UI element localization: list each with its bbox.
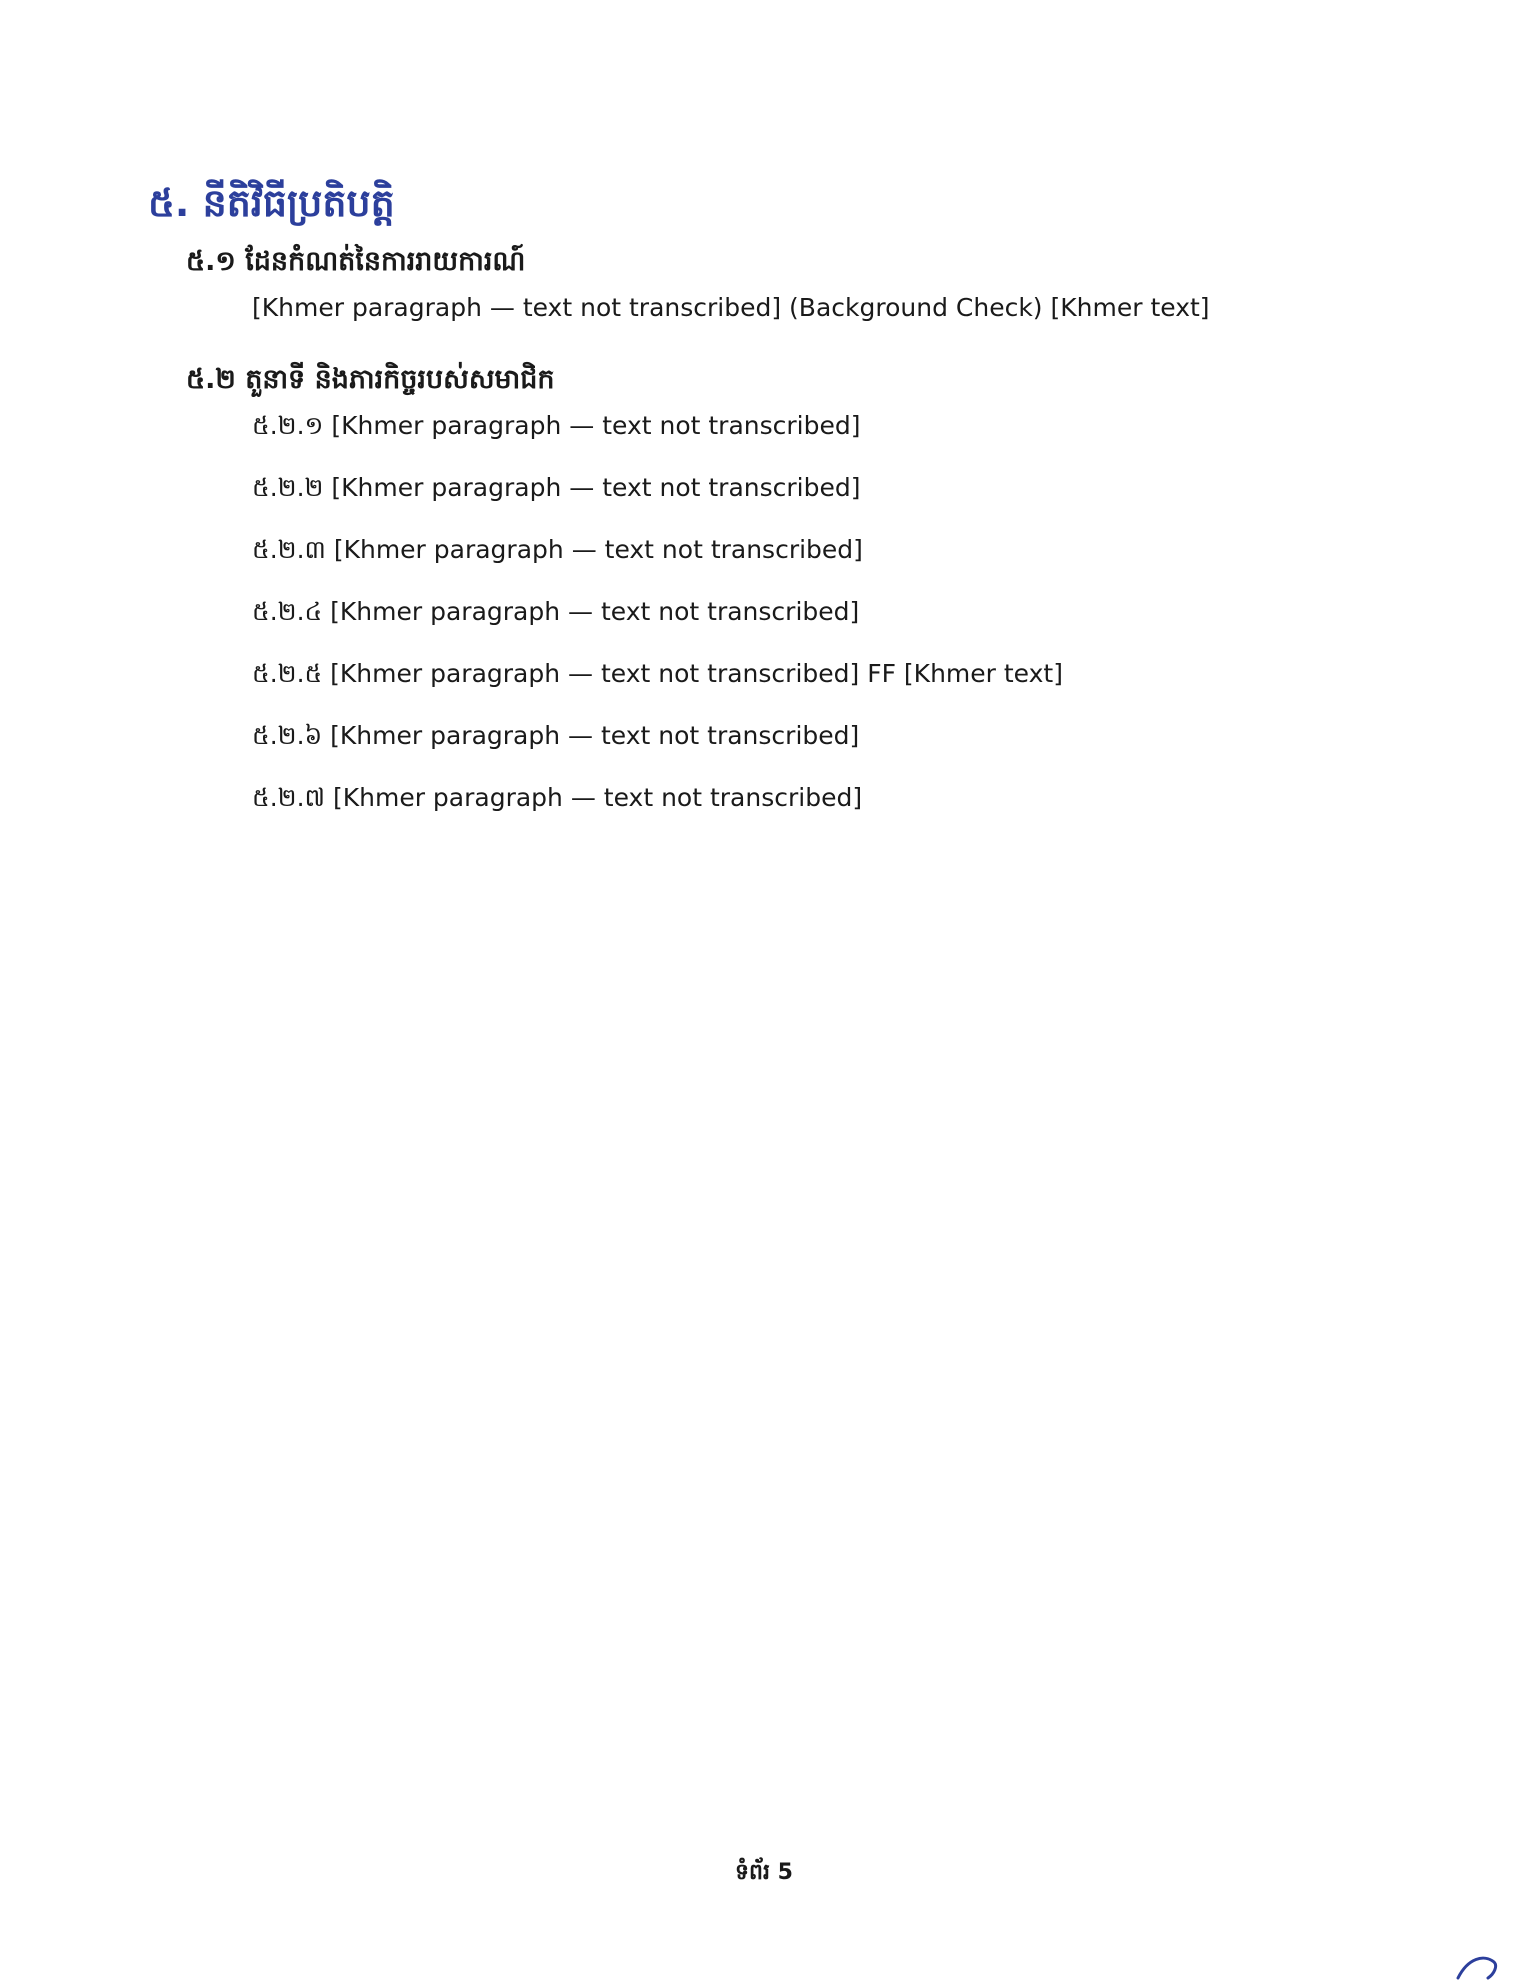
page-content	[148, 180, 1398, 840]
paragraph-5-2-3: ៥.២.៣ [Khmer paragraph — text not transcribed]	[252, 535, 863, 564]
subsection-title-5-1: ៥.១ ដែនកំណត់នៃការរាយការណ៍	[186, 246, 526, 277]
paragraph-5-2-5: ៥.២.៥ [Khmer paragraph — text not transcribed] FF [Khmer text]	[252, 659, 1063, 688]
page-number: ទំព័រ 5	[735, 1860, 793, 1885]
paragraph-5-2-6: ៥.២.៦ [Khmer paragraph — text not transcribed]	[252, 721, 860, 750]
paragraph-5-2-1: ៥.២.១ [Khmer paragraph — text not transcribed]	[252, 411, 861, 440]
paragraph-5-2-7: ៥.២.៧ [Khmer paragraph — text not transcribed]	[252, 783, 863, 812]
pen-mark-icon	[1454, 1952, 1508, 1980]
subsection-title-5-2: ៥.២ តួនាទី និងភារកិច្ចរបស់សមាជិក	[186, 364, 555, 395]
paragraph-5-2-2: ៥.២.២ [Khmer paragraph — text not transcribed]	[252, 473, 861, 502]
section-title: ៥. នីតិវិធីប្រតិបត្តិ	[148, 181, 395, 225]
paragraph-5-1: [Khmer paragraph — text not transcribed] (Background Check) [Khmer text]	[252, 293, 1210, 322]
paragraph-5-2-4: ៥.២.៤ [Khmer paragraph — text not transcribed]	[252, 597, 860, 626]
